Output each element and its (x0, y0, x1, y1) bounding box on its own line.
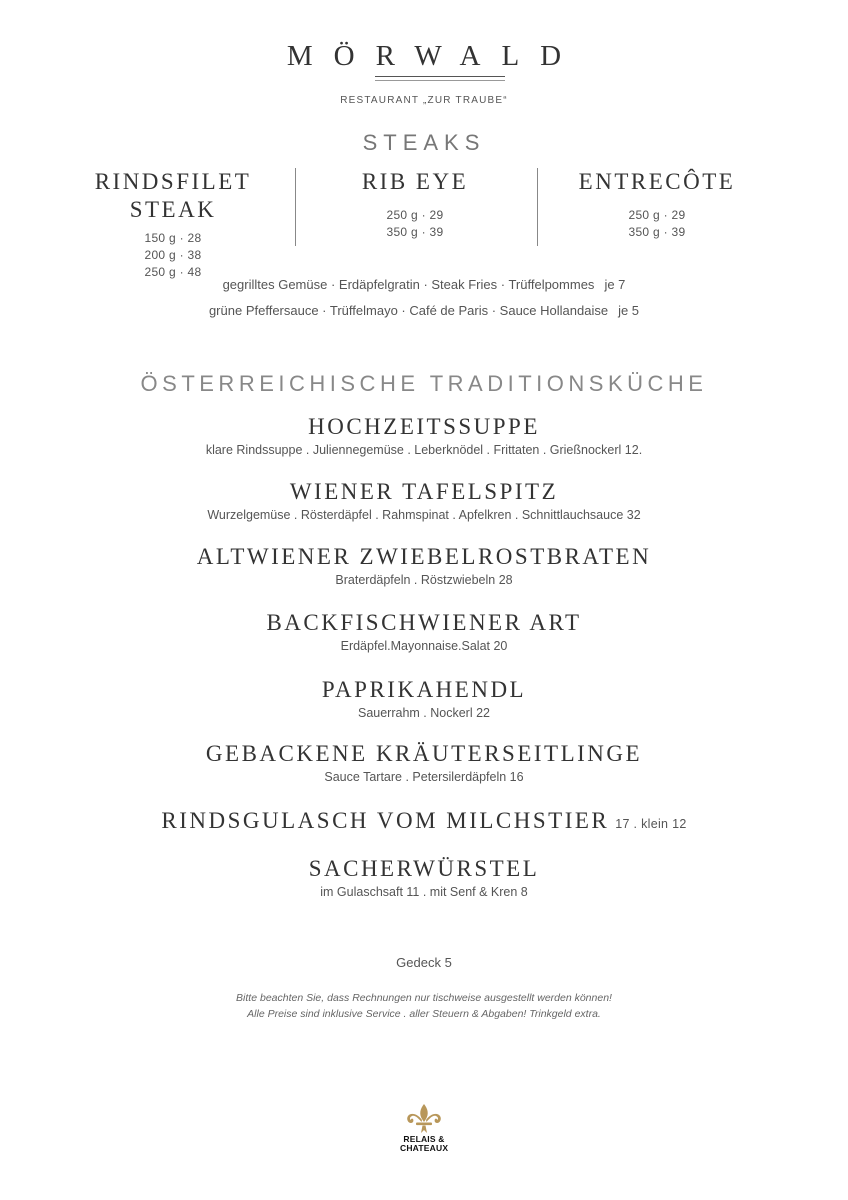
fleur-de-lis-icon (405, 1103, 443, 1135)
sides-text: grüne Pfeffersauce · Trüffelmayo · Café de Paris · Sauce Hollandaise (208, 303, 609, 318)
steak-price: 250 g · 29 (386, 208, 444, 222)
dish-name-with-price (0, 807, 848, 838)
dish-name: WIENER TAFELSPITZ (289, 479, 559, 504)
dish-description: Sauerrahm . Nockerl 22 (357, 706, 490, 720)
brand-logo-text: MÖRWALD (286, 40, 583, 72)
steak-name: RIB EYE (361, 169, 469, 194)
relais-chateaux-logo (400, 1103, 448, 1153)
dish-name: SACHERWÜRSTEL (308, 856, 540, 881)
steak-item (290, 168, 540, 241)
sides-line (0, 277, 848, 292)
cover-charge: Gedeck 5 (396, 955, 452, 970)
steak-name: RINDSFILET STEAK (94, 169, 252, 222)
dish-name: GEBACKENE KRÄUTERSEITLINGE (205, 741, 643, 766)
dish-description: Sauce Tartare . Petersilerdäpfeln 16 (324, 770, 524, 784)
dish-item (0, 543, 848, 589)
steak-price: 350 g · 39 (628, 225, 686, 239)
sides-text: gegrilltes Gemüse · Erdäpfelgratin · Steak Fries · Trüffelpommes (222, 277, 595, 292)
dish-description: Wurzelgemüse . Rösterdäpfel . Rahmspinat . Apfelkren . Schnittlauchsauce 32 (207, 508, 641, 522)
steak-price: 350 g · 39 (386, 225, 444, 239)
sauces-line (0, 303, 848, 318)
dish-name: HOCHZEITSSUPPE (308, 414, 540, 439)
dish-name: ALTWIENER ZWIEBELROSTBRATEN (196, 544, 652, 569)
steak-price: 250 g · 48 (144, 265, 202, 279)
restaurant-name: RESTAURANT „ZUR TRAUBE“ (340, 95, 508, 106)
steak-item (48, 168, 298, 281)
brand-rule-secondary (375, 80, 505, 81)
dish-name: RINDSGULASCH VOM MILCHSTIER (161, 808, 610, 833)
section-title-steaks: STEAKS (362, 130, 486, 155)
footer-note: Alle Preise sind inklusive Service . aller Steuern & Abgaben! Trinkgeld extra. (247, 1008, 601, 1020)
logo-text: RELAIS & (403, 1134, 445, 1144)
steak-item (532, 168, 782, 241)
steak-prices (290, 207, 540, 241)
dish-item (0, 855, 848, 901)
dish-description: Braterdäpfeln . Röstzwiebeln 28 (335, 573, 513, 587)
steak-price: 200 g · 38 (144, 248, 202, 262)
steak-prices (532, 207, 782, 241)
steak-prices (48, 230, 298, 281)
section-title-traditional: ÖSTERREICHISCHE TRADITIONSKÜCHE (140, 371, 708, 396)
dish-item (0, 740, 848, 786)
dish-item (0, 413, 848, 459)
dish-name: PAPRIKAHENDL (321, 677, 527, 702)
brand-rule (375, 76, 505, 77)
steak-price: 250 g · 29 (628, 208, 686, 222)
dish-item (0, 609, 848, 655)
footer-note: Bitte beachten Sie, dass Rechnungen nur tischweise ausgestellt werden können! (236, 992, 612, 1004)
logo-text: CHATEAUX (400, 1143, 449, 1153)
dish-name: BACKFISCHWIENER ART (266, 610, 582, 635)
dish-description: Erdäpfel.Mayonnaise.Salat 20 (340, 639, 508, 653)
sides-price: je 7 (604, 277, 626, 292)
steak-name: ENTRECÔTE (578, 169, 736, 194)
dish-description: im Gulaschsaft 11 . mit Senf & Kren 8 (320, 885, 528, 899)
dish-item (0, 478, 848, 524)
dish-item (0, 807, 848, 838)
dish-description: klare Rindssuppe . Juliennegemüse . Leberknödel . Frittaten . Grießnockerl 12. (205, 443, 643, 457)
sides-price: je 5 (618, 303, 640, 318)
dish-item (0, 676, 848, 722)
dish-price: 17 . klein 12 (615, 817, 687, 831)
steak-price: 150 g · 28 (144, 231, 202, 245)
